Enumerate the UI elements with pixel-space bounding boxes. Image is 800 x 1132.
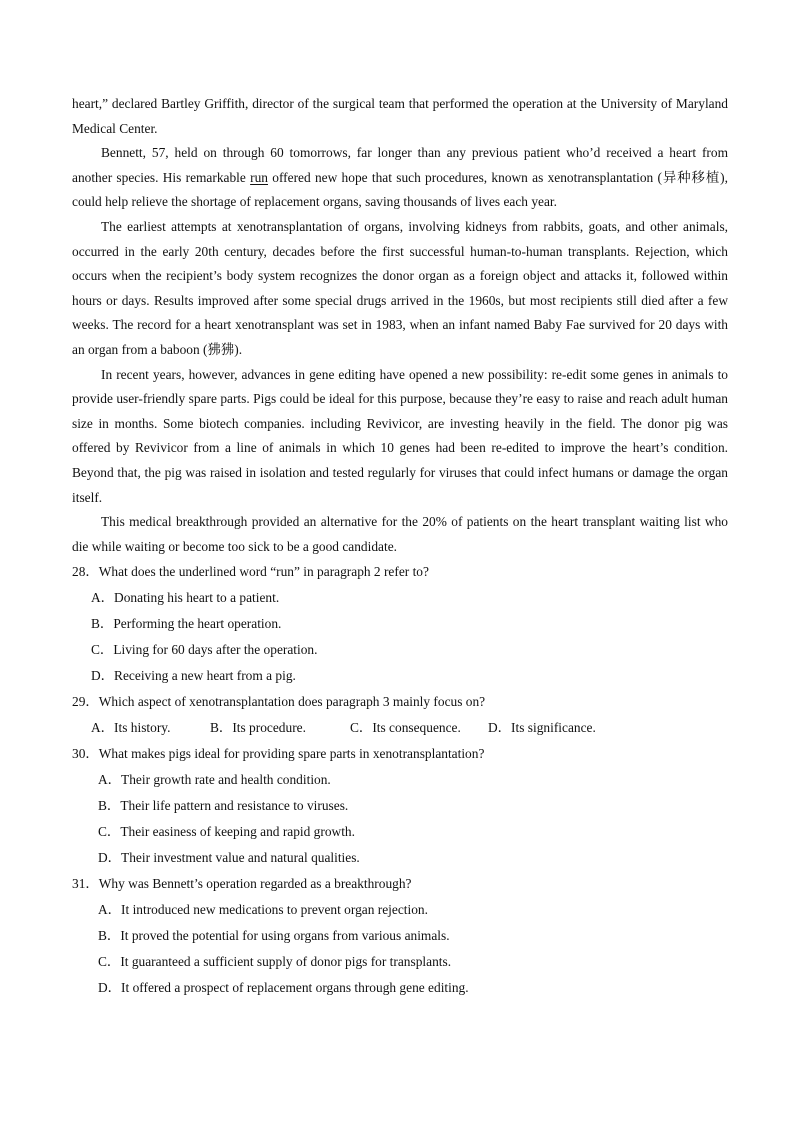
question-29 bbox=[72, 689, 728, 741]
question-stem: 31．Why was Bennett’s operation regarded as a breakthrough? bbox=[72, 876, 412, 892]
option-b[interactable]: B．Performing the heart operation. bbox=[91, 616, 282, 632]
paragraph-4: In recent years, however, advances in gene editing have opened a new possibility: re-edit some genes in animals to provide user-friendly spare parts. Pigs could be ideal for this purpose, because they’re easy to raise and reach adult human size in months. Some biotech companies. including Revivicor, are investing heavily in the field. The donor pig was offered by Revivicor from a line of animals in which 10 genes had been re-edited to improve the heart’s condition. Beyond that, the pig was raised in isolation and tested regularly for viruses that could infect humans or damage the organ itself. bbox=[72, 366, 728, 505]
option-c[interactable]: C．Its consequence. bbox=[350, 720, 461, 736]
option-c[interactable]: C．Their easiness of keeping and rapid growth. bbox=[98, 824, 355, 840]
option-d[interactable]: D．Its significance. bbox=[488, 720, 596, 736]
option-d[interactable]: D．Receiving a new heart from a pig. bbox=[91, 668, 296, 684]
paragraph-1: heart,” declared Bartley Griffith, director of the surgical team that performed the operation at the University of Maryland Medical Center. bbox=[72, 96, 728, 136]
question-stem: 30．What makes pigs ideal for providing spare parts in xenotransplantation? bbox=[72, 746, 485, 762]
underlined-word-run: run bbox=[250, 169, 268, 185]
question-31 bbox=[72, 871, 728, 1001]
paragraph-2-text-b: offered new hope that such procedures, known as xenotransplantation (异种移植), could help relieve the shortage of replacement organs, saving thousands of lives each year. bbox=[72, 169, 728, 210]
options-row bbox=[72, 715, 728, 741]
option-d[interactable]: D．Their investment value and natural qualities. bbox=[98, 850, 360, 866]
document-page bbox=[72, 92, 728, 1001]
question-30 bbox=[72, 741, 728, 871]
paragraph-3: The earliest attempts at xenotransplantation of organs, involving kidneys from rabbits, goats, and other animals, occurred in the early 20th century, decades before the first successful human-to-human transplants. Rejection, which occurs when the recipient’s body system recognizes the donor organ as a foreign object and attacks it, followed within hours or days. Results improved after some special drugs arrived in the 1960s, but most recipients still died after a few weeks. The record for a heart xenotransplant was set in 1983, when an infant named Baby Fae survived for 20 days with an organ from a baboon (狒狒). bbox=[72, 218, 728, 357]
question-stem: 28．What does the underlined word “run” in paragraph 2 refer to? bbox=[72, 564, 429, 580]
paragraph-2 bbox=[72, 141, 728, 215]
option-b[interactable]: B．Their life pattern and resistance to viruses. bbox=[98, 798, 349, 814]
question-stem: 29．Which aspect of xenotransplantation does paragraph 3 mainly focus on? bbox=[72, 694, 486, 710]
option-d[interactable]: D．It offered a prospect of replacement organs through gene editing. bbox=[98, 980, 469, 996]
option-a[interactable]: A．It introduced new medications to prevent organ rejection. bbox=[98, 902, 428, 918]
option-a[interactable]: A．Its history. bbox=[91, 720, 171, 736]
option-b[interactable]: B．Its procedure. bbox=[210, 720, 306, 736]
option-c[interactable]: C．It guaranteed a sufficient supply of donor pigs for transplants. bbox=[98, 954, 452, 970]
option-b[interactable]: B．It proved the potential for using organs from various animals. bbox=[98, 928, 450, 944]
option-c[interactable]: C．Living for 60 days after the operation. bbox=[91, 642, 318, 658]
option-a[interactable]: A．Their growth rate and health condition. bbox=[98, 772, 331, 788]
option-a[interactable]: A．Donating his heart to a patient. bbox=[91, 590, 280, 606]
paragraph-5: This medical breakthrough provided an alternative for the 20% of patients on the heart transplant waiting list who die while waiting or become too sick to be a good candidate. bbox=[72, 514, 728, 554]
paragraph-2-text-a: Bennett, 57, held on through 60 tomorrows, far longer than any previous patient who’d received a heart from another species. His remarkable bbox=[72, 145, 728, 185]
question-28 bbox=[72, 559, 728, 689]
